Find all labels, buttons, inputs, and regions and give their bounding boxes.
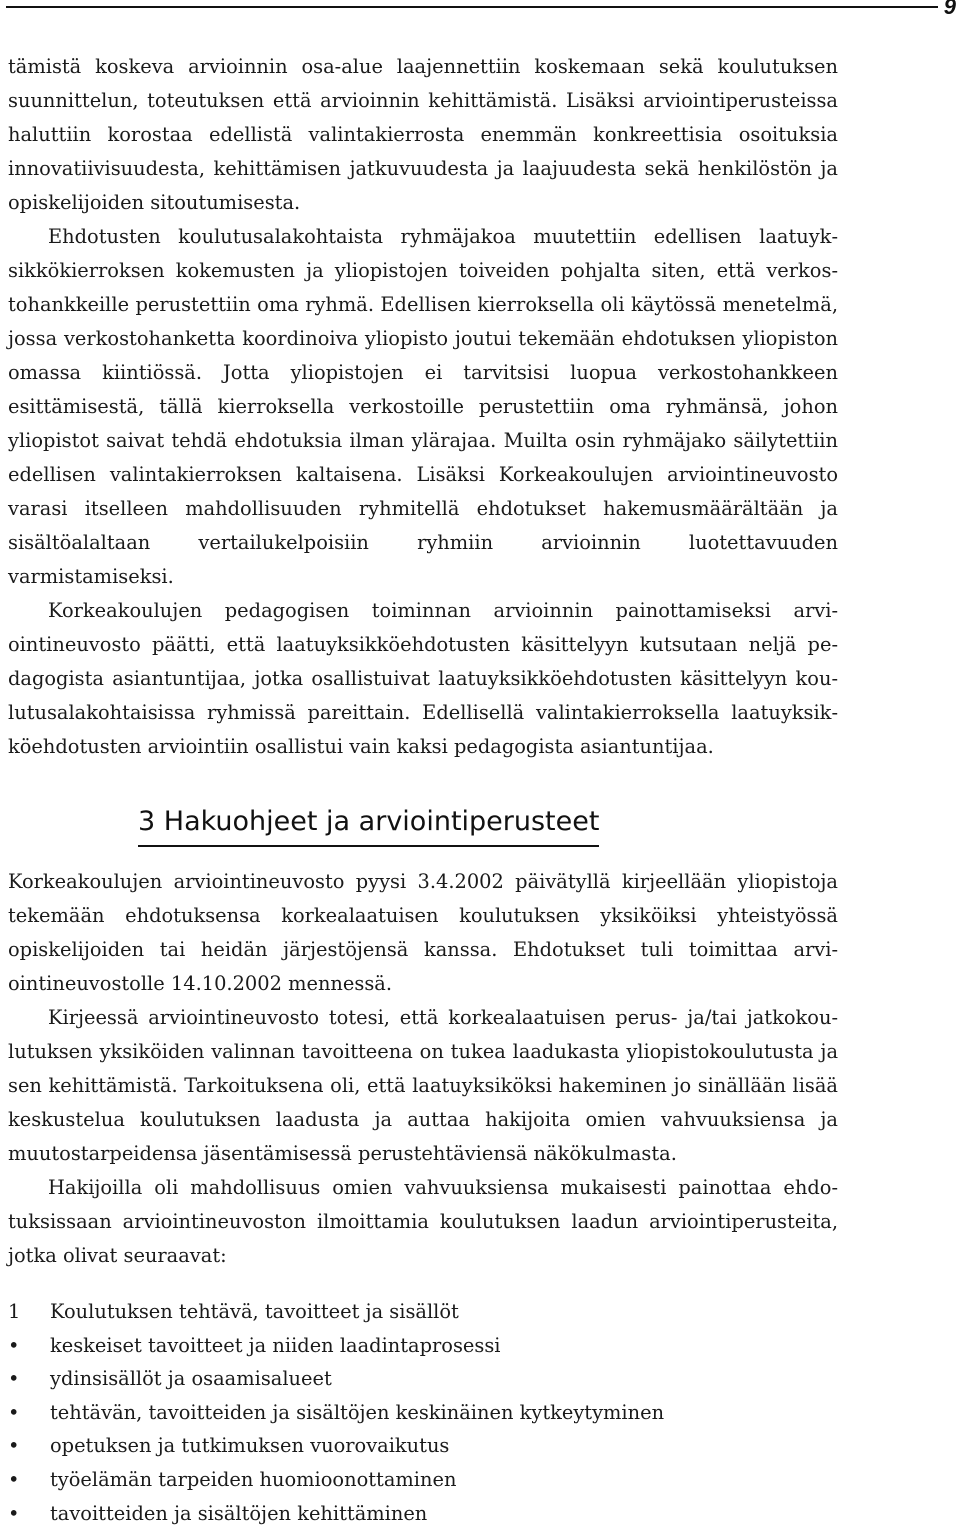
page-number: 9 [943,0,956,19]
bullet-marker: • [8,1333,20,1357]
paragraph-group-division: Ehdotusten koulutusalakohtaista ryhmäjakoa muutettiin edellisen laatuyksikkökierroksen kokemusten ja yliopistojen toiveiden pohjalta siten, että verkostohankkeille perustettiin oma ryhmä. Edellisen kierroksella oli käytössä menetelmä, jossa verkostohanketta koordinoiva yliopisto joutui tekemään ehdotuksen yliopiston omassa kiintiössä. Jotta yliopistojen ei tarvitsisi luopua verkostohankkeen esittämisestä, tällä kierroksella verkostoille perustettiin oma ryhmänsä, johon yliopistot saivat tehdä ehdotuksia ilman ylärajaa. Muilta osin ryhmäjako säilytettiin edellisen valintakierroksen kaltaisena. Lisäksi Korkeakoulujen arviointineuvosto varasi itselleen mahdollisuuden ryhmitellä ehdotukset hakemusmäärältään ja sisältöalaltaan vertailukelpoisiin ryhmiin arvioinnin luotettavuuden varmistamiseksi. [8,225,838,588]
list-item [8,1362,838,1396]
list-item-text: tehtävän, tavoitteiden ja sisältöjen keskinäinen kytkeytyminen [50,1400,665,1424]
section-heading-text: 3 Hakuohjeet ja arviointiperusteet [138,802,599,847]
list-item [8,1429,838,1463]
list-item [8,1295,838,1329]
bullet-marker: • [8,1400,20,1424]
bullet-marker: • [8,1434,20,1458]
bullet-marker: • [8,1367,20,1391]
list-item-text: Koulutuksen tehtävä, tavoitteet ja sisällöt [50,1300,459,1323]
list-item-text: keskeiset tavoitteet ja niiden laadintaprosessi [50,1333,501,1357]
page-content [8,50,838,1530]
list-item-text: tavoitteiden ja sisältöjen kehittäminen [50,1501,428,1525]
paragraph-request: Korkeakoulujen arviointineuvosto pyysi 3.4.2002 päivätyllä kirjeellään yliopistoja tekemään ehdotuksensa korkealaatuisen koulutuksen yksiköiksi yhteistyössä opiskelijoiden tai heidän järjestöjensä kanssa. Ehdotukset tuli toimittaa arviointineuvostolle 14.10.2002 mennessä. [8,870,838,995]
list-item [8,1463,838,1497]
list-item [8,1329,838,1363]
list-item [8,1396,838,1430]
paragraph-applicants: Hakijoilla oli mahdollisuus omien vahvuuksiensa mukaisesti painottaa ehdotuksissaan arviointineuvoston ilmoittamia koulutuksen laadun arviointiperusteita, jotka olivat seuraavat: [8,1176,838,1267]
paragraph-letter: Kirjeessä arviointineuvosto totesi, että korkealaatuisen perus- ja/tai jatkokoulutuksen yksiköiden valinnan tavoitteena on tukea laadukasta yliopistokoulutusta ja sen kehittämistä. Tarkoituksena oli, että laatuyksiköksi hakeminen jo sinällään lisää keskustelua koulutuksen laadusta ja auttaa hakijoita omien vahvuuksiensa ja muutostarpeidensa jäsentämisessä perustehtäviensä näkökulmasta. [8,1006,838,1165]
criteria-list [8,1295,838,1530]
bullet-marker: • [8,1501,20,1525]
paragraph-intro-continuation: tämistä koskeva arvioinnin osa-alue laajennettiin koskemaan sekä koulutuksen suunnittelun, toteutuksen että arvioinnin kehittämistä. Lisäksi arviointiperusteissa haluttiin korostaa edellistä valintakierrosta enemmän konkreettisia osoituksia innovatiivisuudesta, kehittämisen jatkuvuudesta ja laajuudesta sekä henkilöstön ja opiskelijoiden sitoutumisesta. [8,55,838,214]
list-marker: 1 [8,1300,21,1323]
section-heading [8,802,838,847]
list-item-text: ydinsisällöt ja osaamisalueet [50,1367,332,1391]
list-item-text: opetuksen ja tutkimuksen vuorovaikutus [50,1434,450,1458]
list-item [8,1497,838,1530]
bullet-marker: • [8,1467,20,1491]
header-rule [6,6,938,8]
paragraph-pedagogical-experts: Korkeakoulujen pedagogisen toiminnan arvioinnin painottamiseksi arviointineuvosto päätti, että laatuyksikköehdotusten käsittelyyn kutsutaan neljä pedagogista asiantuntijaa, jotka osallistuivat laatuyksikköehdotusten käsittelyyn koulutusalakohtaisissa ryhmissä pareittain. Edellisellä valintakierroksella laatuyksikköehdotusten arviointiin osallistui vain kaksi pedagogista asiantuntijaa. [8,599,838,758]
list-item-text: työelämän tarpeiden huomioonottaminen [50,1467,457,1491]
